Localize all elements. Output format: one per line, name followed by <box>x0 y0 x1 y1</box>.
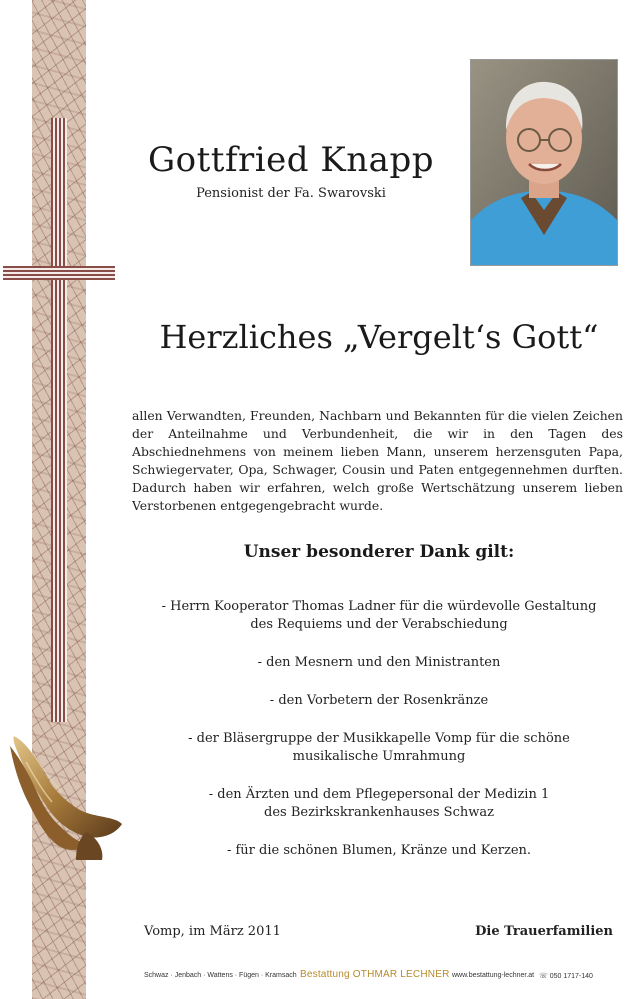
list-item-line: - Herrn Kooperator Thomas Ladner für die würdevolle Gestaltung <box>161 599 597 614</box>
list-item-line: - den Vorbetern der Rosenkränze <box>269 693 489 708</box>
thanks-paragraph: allen Verwandten, Freunden, Nachbarn und Bekannten für die vielen Zeichen der Anteilnahme und Verbundenheit, die wir in den Tagen des Abschiednehmens von meinem lieben Mann, unserem herzensguten Papa, Schwiegervater, Opa, Schwager, Cousin und Paten entgegennehmen durften. Dadurch haben wir erfahren, welch große Wertschätzung unserem lieben Verstorbenen entgegengebracht wurde. <box>132 408 623 513</box>
list-item-line: musikalische Umrahmung <box>292 749 466 764</box>
footer-website-link[interactable]: www.bestattung-lechner.at <box>452 972 535 979</box>
page-heading: Herzliches „Vergelt‘s Gott“ <box>159 318 599 356</box>
cross-vertical-bar <box>51 118 67 722</box>
list-item-line: - der Bläsergruppe der Musikkapelle Vomp für die schöne <box>188 731 570 746</box>
footer-towns: Schwaz · Jenbach · Wattens · Fügen · Kramsach <box>144 972 297 979</box>
footer <box>144 969 614 983</box>
special-thanks-title: Unser besonderer Dank gilt: <box>243 542 515 562</box>
list-item <box>120 692 638 710</box>
deceased-name: Gottfried Knapp <box>148 140 434 180</box>
portrait-photo <box>470 59 618 266</box>
list-item-line: - den Mesnern und den Ministranten <box>257 655 501 670</box>
list-item <box>120 654 638 672</box>
cross-horizontal-bar <box>3 266 115 280</box>
list-item <box>120 842 638 860</box>
deceased-occupation: Pensionist der Fa. Swarovski <box>196 186 386 201</box>
signature: Die Trauerfamilien <box>475 924 613 939</box>
list-item-line: - den Ärzten und dem Pflegepersonal der Medizin 1 <box>208 787 550 802</box>
praying-hands-icon <box>6 732 126 862</box>
list-item <box>120 786 638 822</box>
list-item <box>120 730 638 766</box>
list-item <box>120 598 638 634</box>
footer-brand: Bestattung OTHMAR LECHNER <box>300 969 450 980</box>
footer-phone: ☏ 050 1717-140 <box>539 973 593 980</box>
list-item-line: des Requiems und der Verabschiedung <box>250 617 508 632</box>
list-item-line: des Bezirkskrankenhauses Schwaz <box>264 805 494 820</box>
list-item-line: - für die schönen Blumen, Kränze und Kerzen. <box>226 843 532 858</box>
special-thanks-list <box>120 598 638 880</box>
place-date: Vomp, im März 2011 <box>144 924 281 939</box>
